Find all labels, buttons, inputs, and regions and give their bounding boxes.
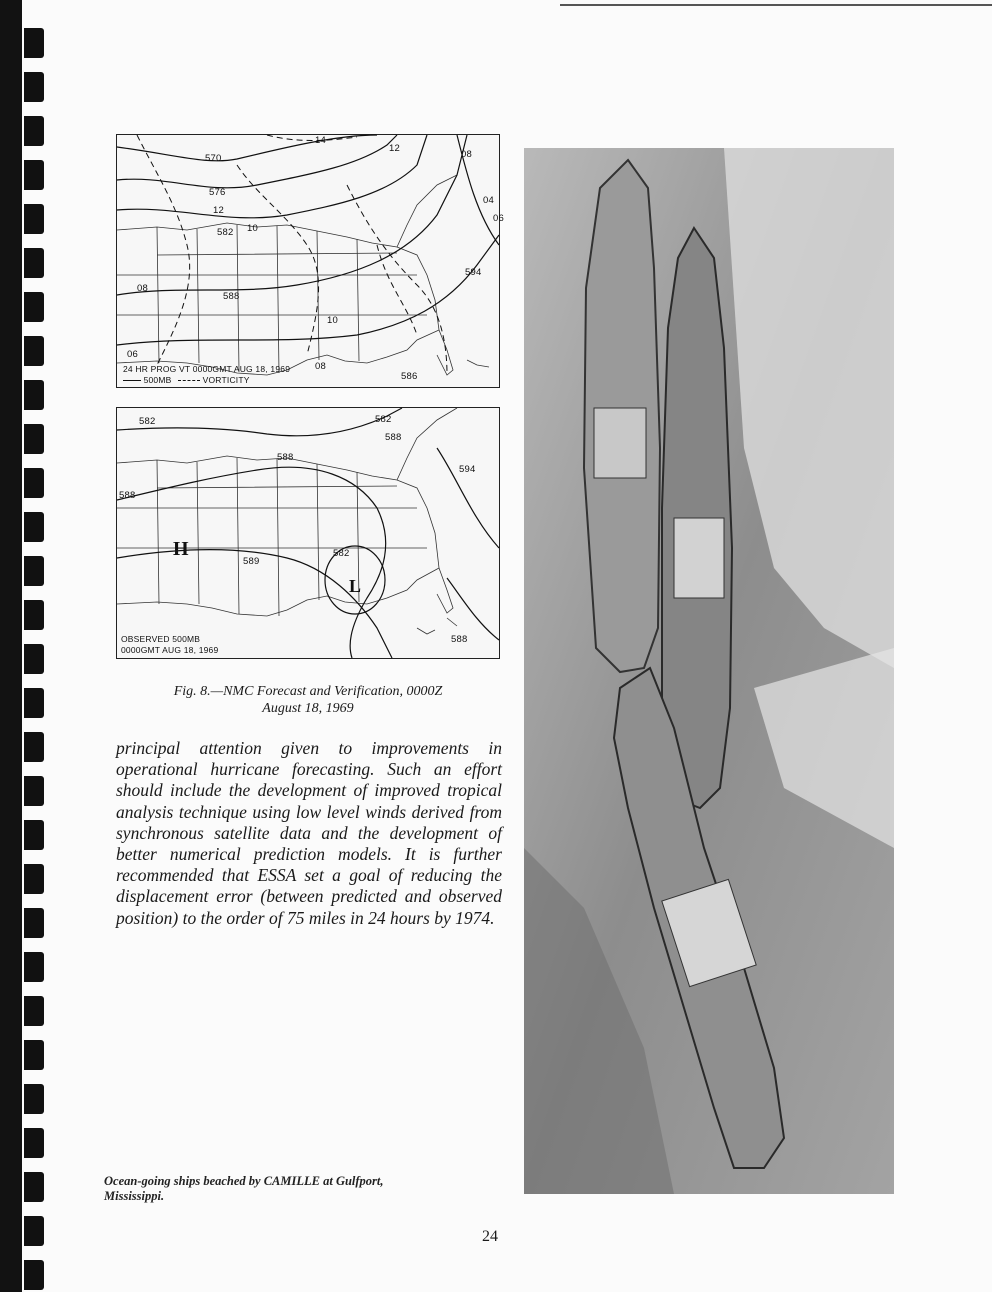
binding-tab [24,1216,44,1246]
contour-label: 08 [137,283,148,294]
binding-tab [24,292,44,322]
legend-500mb: 500MB [143,375,172,385]
binding-tab [24,1260,44,1290]
binding-tab [24,28,44,58]
contour-label: 582 [333,548,350,559]
binding-tab [24,1040,44,1070]
map-label: 0000GMT AUG 18, 1969 [121,645,219,655]
observed-map-drawing [117,408,499,658]
contour-label: 06 [127,349,138,360]
contour-label: 12 [389,143,400,154]
map-label: OBSERVED 500MB [121,634,201,644]
map-legend [123,375,250,386]
binding-tab [24,116,44,146]
contour-label: 06 [493,213,504,224]
contour-label: 10 [327,315,338,326]
page-edge-line [560,4,992,6]
contour-label: 08 [461,149,472,160]
contour-label: 582 [217,227,234,238]
binding-tab [24,820,44,850]
contour-label: 586 [401,371,418,382]
body-paragraph: principal attention given to improvements in operational hurricane forecasting. Such an effort should include the development of improved tropical analysis technique using low level winds derived from synchronous satellite data and the development of better numerical prediction models. It is further recommended that ESSA set a goal of reducing the displacement error (between predicted and observed position) to the order of 75 miles in 24 hours by 1974. [116,738,502,928]
contour-label: 14 [315,135,326,146]
binding-tab [24,248,44,278]
binding-tab [24,952,44,982]
legend-vorticity: VORTICITY [202,375,250,385]
contour-label: 576 [209,187,226,198]
contour-label: 588 [385,432,402,443]
binding-tab [24,512,44,542]
binding-tab [24,1128,44,1158]
contour-label: 582 [375,414,392,425]
binding-tab [24,556,44,586]
contour-label: 594 [459,464,476,475]
contour-label: 570 [205,153,222,164]
binding-tab [24,644,44,674]
contour-label: 588 [451,634,468,645]
binding-tab [24,776,44,806]
contour-label: 04 [483,195,494,206]
figure-caption-line2: August 18, 1969 [262,701,354,716]
binding-tab [24,336,44,366]
forecast-map [116,134,504,388]
contour-label: 588 [277,452,294,463]
photo-caption-line2: Mississippi. [104,1189,165,1203]
binding-tab [24,1172,44,1202]
contour-label: 588 [119,490,136,501]
binding-tab [24,1084,44,1114]
photo-caption-line1: Ocean-going ships beached by CAMILLE at Gulfport, [104,1174,384,1188]
ships-photo-drawing [524,148,894,1194]
low-pressure-symbol: L [349,576,362,596]
binding-tab [24,204,44,234]
binding-tab [24,72,44,102]
contour-label: 10 [247,223,258,234]
observed-map [116,407,500,659]
binding-tab [24,600,44,630]
ships-photograph [524,148,894,1194]
binding-tab [24,688,44,718]
binding-tab [24,732,44,762]
contour-label: 589 [243,556,260,567]
spiral-binding [0,0,44,1292]
binding-tab [24,424,44,454]
forecast-map-drawing [117,135,499,387]
figure-caption [118,683,498,717]
binding-tab [24,160,44,190]
contour-label: 12 [213,205,224,216]
contour-label: 594 [465,267,482,278]
binding-tab [24,908,44,938]
contour-label: 582 [139,416,156,427]
photo-caption [104,1174,504,1204]
high-pressure-symbol: H [173,538,189,560]
binding-tab [24,380,44,410]
binding-tab [24,468,44,498]
page-number: 24 [482,1228,498,1245]
binding-tab [24,996,44,1026]
binding-tab [24,864,44,894]
contour-label: 08 [315,361,326,372]
map-label: 24 HR PROG VT 0000GMT AUG 18, 1969 [123,364,291,374]
figure-caption-line1: Fig. 8.—NMC Forecast and Verification, 0000Z [173,684,443,699]
contour-label: 588 [223,291,240,302]
